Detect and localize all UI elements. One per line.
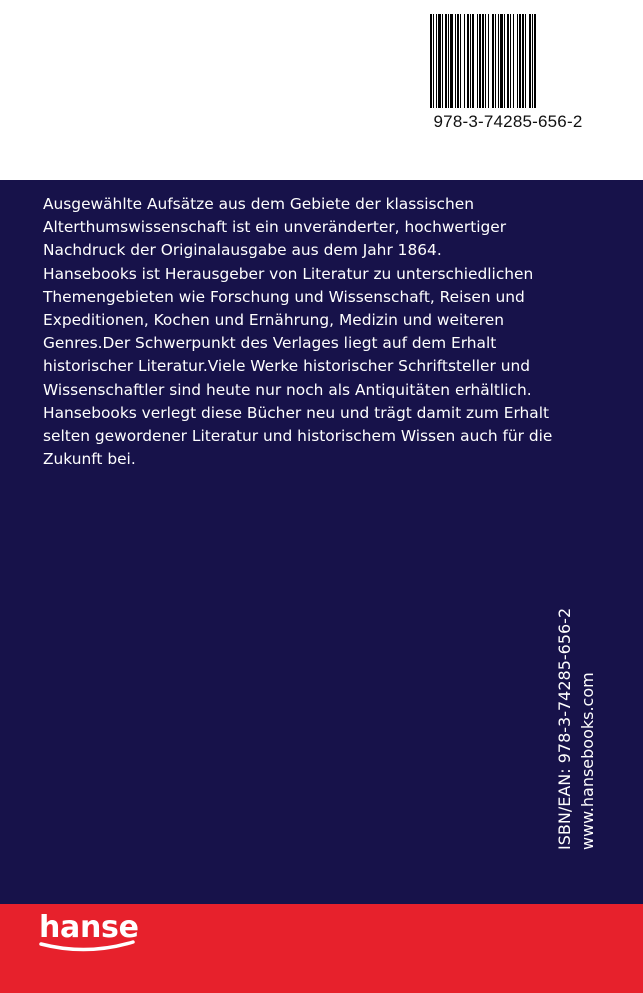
description-line: Zukunft bei. (43, 450, 136, 469)
top-band (0, 0, 643, 180)
vertical-isbn-info (553, 600, 599, 850)
logo-wordmark: hanse (39, 910, 139, 945)
description-line: Nachdruck der Originalausgabe aus dem Jahr 1864. (43, 241, 442, 260)
description-line: selten gewordener Literatur und historischem Wissen auch für die (43, 427, 553, 446)
barcode-area (426, 14, 590, 134)
description-line: Wissenschaftler sind heute nur noch als Antiquitäten erhältlich. (43, 380, 532, 399)
description-line: Alterthumswissenschaft ist ein unveränderter, hochwertiger (43, 218, 507, 237)
hanse-logo (39, 910, 139, 956)
barcode-icon (430, 14, 584, 108)
hanse-swoosh-logo-icon (39, 938, 135, 956)
description-line: Genres.Der Schwerpunkt des Verlages liegt auf dem Erhalt (43, 334, 497, 353)
description-line: historischer Literatur.Viele Werke historischer Schriftsteller und (43, 357, 530, 376)
description-line: Hansebooks verlegt diese Bücher neu und trägt damit zum Erhalt (43, 403, 550, 422)
description-line: Expeditionen, Kochen und Ernährung, Medizin und weiteren (43, 311, 504, 330)
barcode-isbn-text: 978-3-74285-656-2 (433, 112, 583, 131)
description-line: Themengebieten wie Forschung und Wissenschaft, Reisen und (43, 287, 525, 306)
description-line: Ausgewählte Aufsätze aus dem Gebiete der klassischen (43, 195, 474, 213)
book-description (43, 193, 603, 471)
website-line: www.hansebooks.com (578, 672, 597, 850)
description-line: Hansebooks ist Herausgeber von Literatur zu unterschiedlichen (43, 264, 534, 283)
isbn-ean-line: ISBN/EAN: 978-3-74285-656-2 (555, 607, 574, 850)
